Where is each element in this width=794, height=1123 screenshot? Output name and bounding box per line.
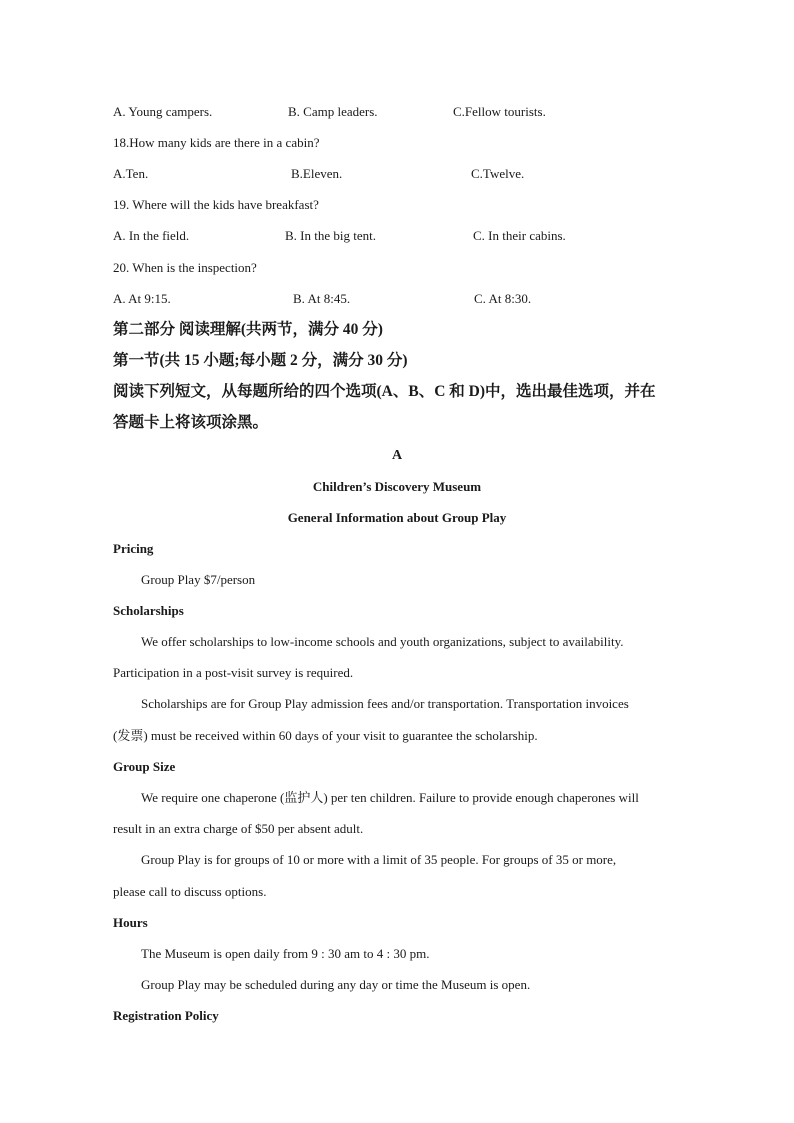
section1-heading: 第一节(共 15 小题;每小题 2 分，满分 30 分) xyxy=(113,352,408,369)
passage-subtitle: General Information about Group Play xyxy=(287,510,507,525)
q17-option-a: A. Young campers. xyxy=(113,104,213,119)
q20-option-a: A. At 9:15. xyxy=(113,291,171,306)
q20-option-c: C. At 8:30. xyxy=(474,291,532,306)
group-size-p2-line2: please call to discuss options. xyxy=(113,884,267,899)
q18-option-b: B.Eleven. xyxy=(291,166,343,181)
q19-option-a: A. In the field. xyxy=(113,228,190,243)
scholarships-p1-line2: Participation in a post-visit survey is required. xyxy=(113,665,354,680)
q19-option-c: C. In their cabins. xyxy=(473,228,566,243)
registration-heading: Registration Policy xyxy=(113,1008,219,1023)
group-size-p1-line1: We require one chaperone (监护人) per ten children. Failure to provide enough chaperones will xyxy=(141,790,639,805)
scholarships-p2-line1: Scholarships are for Group Play admission fees and/or transportation. Transportation invoices xyxy=(141,696,629,711)
group-size-p2-line1: Group Play is for groups of 10 or more with a limit of 35 people. For groups of 35 or more, xyxy=(141,852,617,867)
part2-heading: 第二部分 阅读理解(共两节，满分 40 分) xyxy=(113,321,383,338)
pricing-text: Group Play $7/person xyxy=(141,572,256,587)
scholarships-p2-line2: (发票) must be received within 60 days of your visit to guarantee the scholarship. xyxy=(113,728,538,743)
q20-option-b: B. At 8:45. xyxy=(293,291,351,306)
scholarships-heading: Scholarships xyxy=(113,603,184,618)
q18-option-c: C.Twelve. xyxy=(471,166,525,181)
q20-question: 20. When is the inspection? xyxy=(113,260,257,275)
q17-option-b: B. Camp leaders. xyxy=(288,104,378,119)
pricing-heading: Pricing xyxy=(113,541,154,556)
q19-question: 19. Where will the kids have breakfast? xyxy=(113,197,319,212)
group-size-heading: Group Size xyxy=(113,759,176,774)
instruction-line-1: 阅读下列短文，从每题所给的四个选项(A、B、C 和 D)中，选出最佳选项，并在 xyxy=(113,383,656,400)
q18-question: 18.How many kids are there in a cabin? xyxy=(113,135,320,150)
q18-option-a: A.Ten. xyxy=(113,166,149,181)
hours-p1: The Museum is open daily from 9 : 30 am to 4 : 30 pm. xyxy=(141,946,430,961)
scholarships-p1-line1: We offer scholarships to low-income schools and youth organizations, subject to availability. xyxy=(141,634,624,649)
passage-title: Children’s Discovery Museum xyxy=(312,479,482,494)
passage-letter: A xyxy=(391,448,403,463)
group-size-p1-line2: result in an extra charge of $50 per absent adult. xyxy=(113,821,364,836)
hours-heading: Hours xyxy=(113,915,148,930)
q19-option-b: B. In the big tent. xyxy=(285,228,376,243)
q17-option-c: C.Fellow tourists. xyxy=(453,104,546,119)
hours-p2: Group Play may be scheduled during any day or time the Museum is open. xyxy=(141,977,531,992)
instruction-line-2: 答题卡上将该项涂黑。 xyxy=(113,414,269,431)
